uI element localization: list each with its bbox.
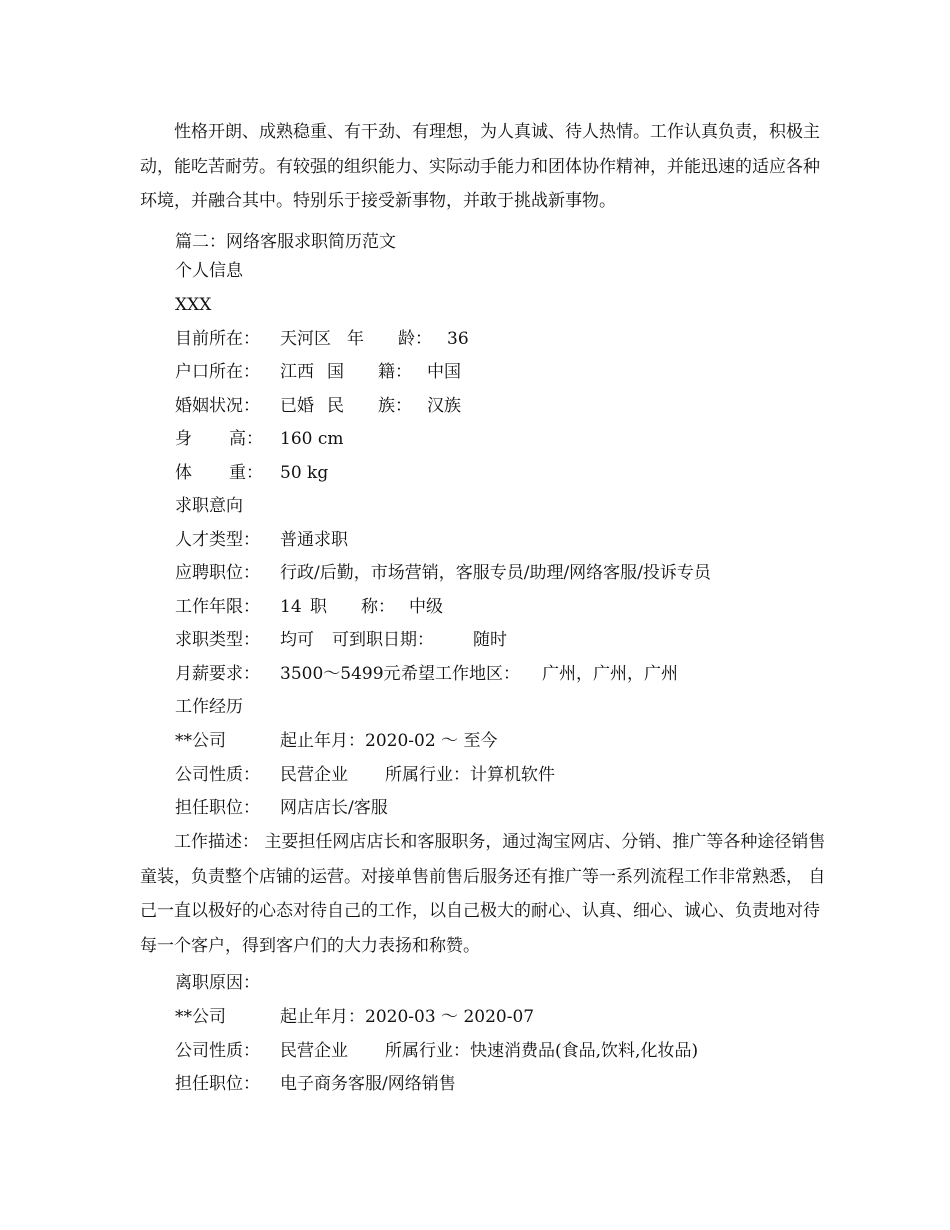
candidate-name: XXX <box>175 295 212 315</box>
job1-description: 工作描述： 主要担任网店店长和客服职务，通过淘宝网店、分销、推广等各种途径销售童装，负责整个店铺的运营。对接单售前售后服务还有推广等一系列流程工作非常熟悉， 自己一直以极好的心态对待自己的工作，以自己极大的耐心、认真、细心、诚心、负责地对待每一个客户，得到客户们的大力表扬和称赞。 <box>140 832 826 956</box>
start-date-label: 可到职日期： <box>332 630 434 650</box>
job-intent-heading: 求职意向 <box>175 496 243 516</box>
job2-nature-label: 公司性质： <box>175 1041 260 1061</box>
work-history-heading: 工作经历 <box>175 697 243 717</box>
nationality-label: 国 籍： <box>327 362 412 382</box>
marital-ethnicity-row <box>175 389 775 423</box>
area-label: 希望工作地区： <box>401 664 520 684</box>
job2-nature-value: 民营企业 <box>280 1041 348 1061</box>
job1-industry: 所属行业：计算机软件 <box>385 765 555 785</box>
marital-label: 婚姻状况： <box>175 396 260 416</box>
job-type-value: 均可 <box>280 630 314 650</box>
job2-industry: 所属行业：快速消费品(食品,饮料,化妆品) <box>385 1041 699 1061</box>
weight-row <box>175 456 775 490</box>
job-type-label: 求职类型： <box>175 630 260 650</box>
job2-position-row <box>175 1067 775 1101</box>
job2-position-value: 电子商务客服/网络销售 <box>280 1074 456 1094</box>
years-value: 14 <box>280 597 302 617</box>
intro-paragraph: 性格开朗、成熟稳重、有干劲、有理想，为人真诚、待人热情。工作认真负责，积极主动，能吃苦耐劳。有较强的组织能力、实际动手能力和团体协作精神，并能迅速的适应各种环境，并融合其中。特别乐于接受新事物，并敢于挑战新事物。 <box>140 122 820 211</box>
job2-company-row <box>175 1000 775 1034</box>
job1-company-row <box>175 724 775 758</box>
weight-value: 50 kg <box>280 463 329 483</box>
job2-period: 起止年月：2020-03 ～ 2020-07 <box>280 1007 535 1027</box>
job1-period: 起止年月：2020-02 ～ 至今 <box>280 731 498 751</box>
job1-leave-reason-label: 离职原因： <box>175 973 260 993</box>
age-label: 年 龄： <box>347 329 432 349</box>
hukou-value: 江西 <box>280 362 314 382</box>
start-date-value: 随时 <box>473 630 507 650</box>
job-type-row <box>175 623 775 657</box>
weight-label-a: 体 <box>175 463 192 483</box>
positions-row <box>175 556 825 590</box>
talent-type-row <box>175 523 775 557</box>
talent-type-value: 普通求职 <box>280 530 348 550</box>
height-label-a: 身 <box>175 429 192 449</box>
location-value: 天河区 <box>280 329 331 349</box>
ethnicity-value: 汉族 <box>427 396 461 416</box>
job2-company: **公司 <box>175 1007 226 1027</box>
job2-nature-row <box>175 1034 815 1068</box>
hukou-label: 户口所在： <box>175 362 260 382</box>
marital-value: 已婚 <box>280 396 314 416</box>
job1-position-row <box>175 791 775 825</box>
job1-company: **公司 <box>175 731 226 751</box>
years-label: 工作年限： <box>175 597 260 617</box>
article-title: 篇二：网络客服求职简历范文 <box>175 232 396 252</box>
title-value: 中级 <box>409 597 443 617</box>
salary-label: 月薪要求： <box>175 664 260 684</box>
job1-nature-value: 民营企业 <box>280 765 348 785</box>
job1-nature-row <box>175 758 775 792</box>
salary-area-row <box>175 657 815 691</box>
salary-value: 3500～5499元 <box>280 664 401 684</box>
location-age-row <box>175 322 775 356</box>
positions-label: 应聘职位： <box>175 563 260 583</box>
talent-type-label: 人才类型： <box>175 530 260 550</box>
title-label: 职 称： <box>310 597 395 617</box>
weight-label-b: 重： <box>229 463 263 483</box>
years-title-row <box>175 590 775 624</box>
job2-position-label: 担任职位： <box>175 1074 260 1094</box>
height-value: 160 cm <box>280 429 344 449</box>
age-value: 36 <box>447 329 469 349</box>
hukou-nationality-row <box>175 355 775 389</box>
height-label-b: 高： <box>229 429 263 449</box>
ethnicity-label: 民 族： <box>327 396 412 416</box>
location-label: 目前所在： <box>175 329 260 349</box>
job1-position-value: 网店店长/客服 <box>280 798 388 818</box>
job1-position-label: 担任职位： <box>175 798 260 818</box>
job1-nature-label: 公司性质： <box>175 765 260 785</box>
height-row <box>175 422 775 456</box>
nationality-value: 中国 <box>427 362 461 382</box>
area-value: 广州，广州，广州 <box>542 664 678 684</box>
personal-info-heading: 个人信息 <box>175 261 243 281</box>
positions-value: 行政/后勤，市场营销，客服专员/助理/网络客服/投诉专员 <box>280 563 711 583</box>
